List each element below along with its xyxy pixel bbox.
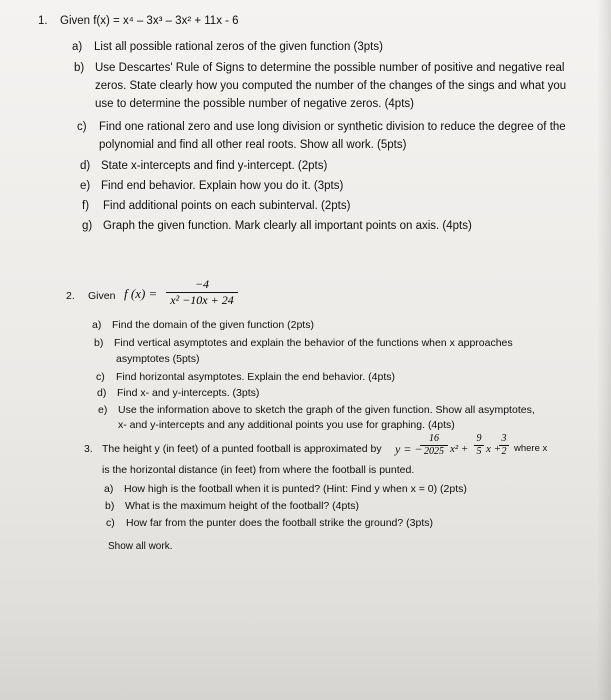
q1-part-g-text: Graph the given function. Mark clearly all important points on axis. (4pts) [103, 220, 472, 232]
page-edge-shadow [597, 0, 611, 700]
q2-part-b-text: Find vertical asymptotes and explain the behavior of the functions when x approaches [114, 337, 513, 349]
q3-part-b-text: What is the maximum height of the football? (4pts) [125, 500, 360, 512]
q1-part-d-letter: d) [80, 160, 91, 172]
q3-part-c-text: How far from the punter does the football strike the ground? (3pts) [126, 517, 433, 529]
q2-part-c-letter: c) [96, 371, 105, 383]
q3-part-a-letter: a) [104, 483, 114, 495]
q3-line-2: is the horizontal distance (in feet) from where the football is punted. [102, 464, 415, 476]
q2-numerator: −4 [166, 277, 238, 293]
q2-part-b-text-2: asymptotes (5pts) [116, 353, 200, 365]
q3-fraction-1 [420, 433, 448, 458]
q1-part-b-letter: b) [74, 62, 85, 74]
q3-fraction-1-denominator: 2025 [424, 446, 444, 457]
q2-part-d-letter: d) [97, 387, 107, 399]
q1-part-e-text: Find end behavior. Explain how you do it. (3pts) [101, 180, 344, 192]
q3-stem: The height y (in feet) of a punted football is approximated by [102, 443, 382, 455]
q3-fraction-2 [474, 433, 484, 458]
q1-part-b-text-2: zeros. State clearly how you computed the number of the changes of the sings and what you [95, 80, 567, 92]
q3-fraction-3-denominator: 2 [501, 446, 507, 457]
q3-fraction-3 [499, 433, 509, 458]
q1-part-b-text: Use Descartes' Rule of Signs to determine the possible number of positive and negative real [95, 62, 565, 74]
q2-part-e-text: Use the information above to sketch the graph of the given function. Show all asymptotes, [118, 404, 535, 416]
q2-part-e-text-2: x- and y-intercepts and any additional points you use for graphing. (4pts) [118, 419, 455, 431]
q2-part-e-letter: e) [98, 404, 108, 416]
q1-part-f-text: Find additional points on each subinterval. (2pts) [103, 200, 351, 212]
q2-function-lhs: f (x) = [124, 286, 158, 301]
q2-part-c-text: Find horizontal asymptotes. Explain the end behavior. (4pts) [116, 371, 395, 383]
q2-fraction [166, 277, 238, 308]
q3-part-a-text: How high is the football when it is punted? (Hint: Find y when x = 0) (2pts) [124, 483, 467, 495]
q2-given: Given [88, 290, 116, 302]
q3-x-term: x + [486, 443, 502, 455]
q1-part-c-letter: c) [77, 121, 87, 133]
q1-part-b-text-3: use to determine the possible number of negative zeros. (4pts) [95, 98, 414, 110]
q1-part-c-text: Find one rational zero and use long division or synthetic division to reduce the degree of the [99, 121, 566, 133]
q1-part-a-letter: a) [72, 41, 83, 53]
q3-fraction-3-numerator: 3 [499, 433, 509, 446]
q3-fraction-1-numerator: 16 [420, 433, 448, 446]
q2-denominator: x² −10x + 24 [170, 293, 234, 307]
q1-part-g-letter: g) [82, 220, 93, 232]
q3-part-b-letter: b) [105, 500, 115, 512]
q3-tail: where x [514, 443, 548, 454]
q1-part-f-letter: f) [82, 200, 90, 212]
q1-part-e-letter: e) [80, 180, 91, 192]
q1-stem: Given f(x) = x⁴ – 3x³ – 3x² + 11x - 6 [60, 15, 239, 27]
q3-number: 3. [84, 443, 93, 455]
q2-part-a-letter: a) [92, 319, 102, 331]
q2-part-a-text: Find the domain of the given function (2pts) [112, 319, 314, 331]
q1-part-c-text-2: polynomial and find all other real roots. Show all work. (5pts) [99, 139, 407, 151]
q2-part-b-letter: b) [94, 337, 104, 349]
q1-part-a-text: List all possible rational zeros of the given function (3pts) [94, 41, 383, 53]
q3-equation-lhs: y = − [395, 442, 423, 456]
q1-number: 1. [38, 15, 48, 27]
q3-x-squared-term: x² + [450, 443, 469, 455]
q1-part-d-text: State x-intercepts and find y-intercept. (2pts) [101, 160, 328, 172]
q2-part-d-text: Find x- and y-intercepts. (3pts) [117, 387, 260, 399]
q3-part-c-letter: c) [106, 517, 115, 529]
q3-footer: Show all work. [108, 541, 173, 552]
q3-fraction-2-denominator: 5 [476, 446, 482, 457]
q3-fraction-2-numerator: 9 [474, 433, 484, 446]
q2-number: 2. [66, 290, 75, 302]
